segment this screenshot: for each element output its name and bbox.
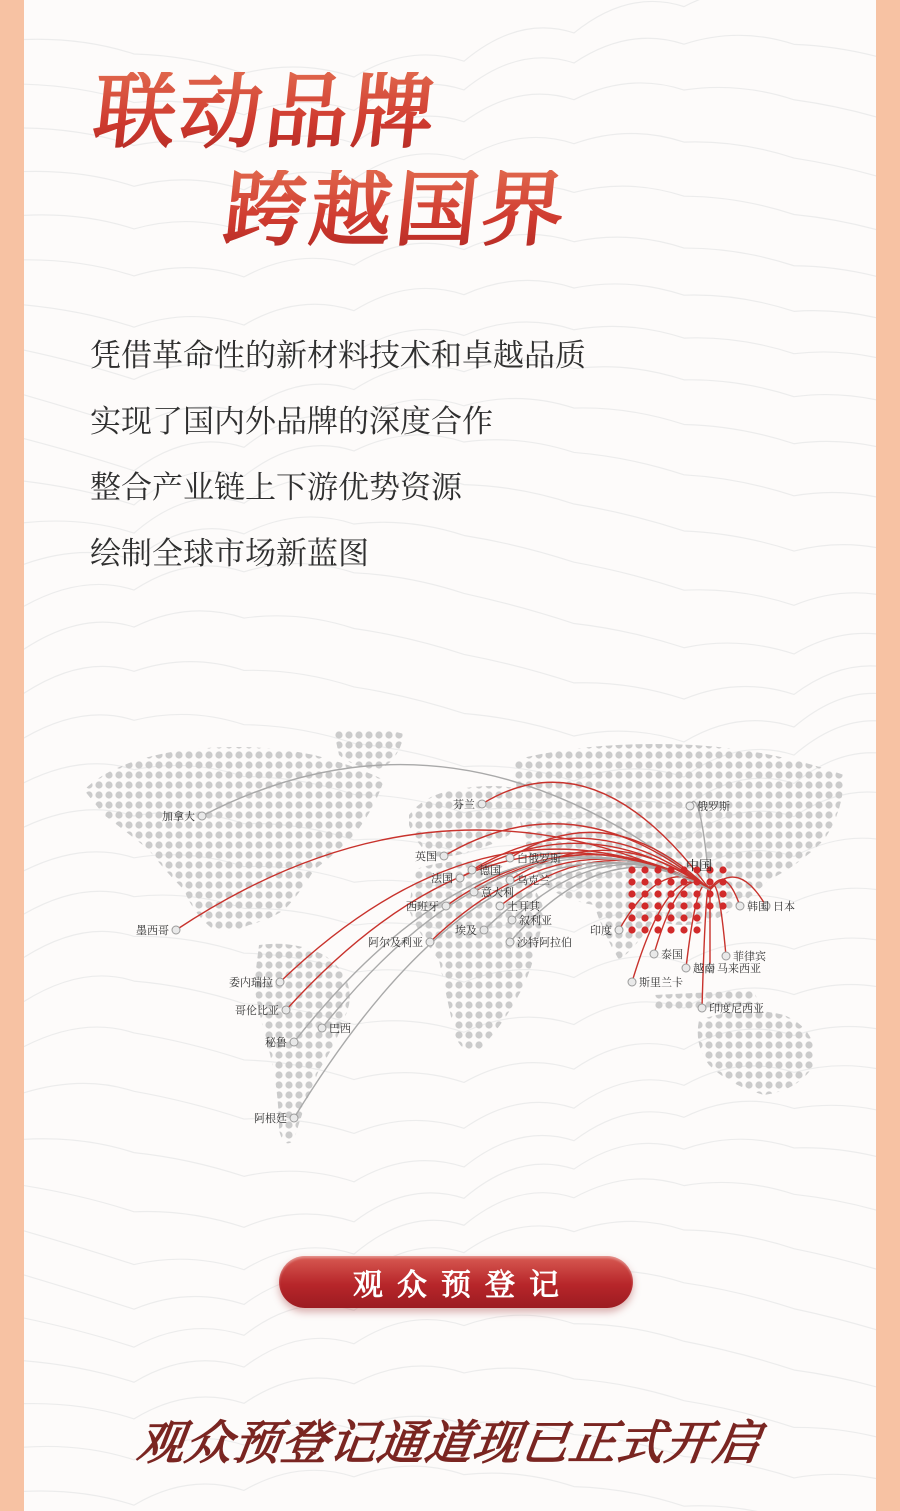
country-marker (468, 866, 476, 874)
china-dot (719, 890, 726, 897)
world-map (54, 720, 854, 1170)
registration-button-label: 观众预登记 (353, 1268, 573, 1303)
country-label: 菲律宾 (733, 950, 766, 963)
country-label: 白俄罗斯 (517, 852, 561, 865)
china-dot (641, 914, 648, 921)
country-label: 越南 (693, 962, 715, 975)
landmass-europe (409, 786, 524, 857)
country-marker (276, 978, 284, 986)
country-label: 沙特阿拉伯 (517, 936, 572, 949)
china-dot (641, 926, 648, 933)
headline-line-1: 联动品牌 (89, 65, 444, 160)
china-dot (706, 878, 713, 885)
country-label: 马来西亚 (717, 962, 761, 975)
country-marker (615, 926, 623, 934)
country-marker (506, 938, 514, 946)
country-label: 加拿大 (162, 810, 195, 823)
country-label: 德国 (479, 864, 501, 877)
country-label: 秘鲁 (265, 1036, 287, 1049)
country-marker (442, 902, 450, 910)
china-dot (693, 890, 700, 897)
country-marker (682, 964, 690, 972)
landmass-north-america (84, 747, 384, 932)
registration-open-title: 观众预登记通道现已正式开启 (133, 1416, 766, 1471)
china-dot (654, 890, 661, 897)
country-label: 土耳其 (507, 900, 540, 913)
country-marker (722, 952, 730, 960)
china-dot (719, 866, 726, 873)
china-dot (706, 890, 713, 897)
china-dot (693, 914, 700, 921)
country-label: 泰国 (661, 948, 683, 961)
country-label: 意大利 (481, 886, 514, 899)
china-dot (693, 902, 700, 909)
country-marker (318, 1024, 326, 1032)
china-dot (654, 914, 661, 921)
china-dot (628, 902, 635, 909)
china-dot (641, 878, 648, 885)
intro-line: 凭借革命性的新材料技术和卓越品质 (90, 338, 586, 374)
china-dot (693, 878, 700, 885)
country-label: 俄罗斯 (697, 800, 730, 813)
china-dot (680, 890, 687, 897)
contour-line (24, 1315, 876, 1404)
china-dot (667, 878, 674, 885)
country-marker (496, 902, 504, 910)
china-dot (628, 926, 635, 933)
china-dot (641, 866, 648, 873)
country-label: 法国 (431, 872, 453, 885)
china-dot (719, 878, 726, 885)
china-dot (654, 926, 661, 933)
country-label: 英国 (415, 850, 437, 863)
china-dot (641, 902, 648, 909)
country-marker (478, 800, 486, 808)
china-dot (667, 926, 674, 933)
china-dot (667, 902, 674, 909)
country-marker (172, 926, 180, 934)
intro-text (90, 334, 586, 598)
landmass-australia (698, 1011, 815, 1095)
country-marker (290, 1038, 298, 1046)
country-marker (698, 1004, 706, 1012)
country-label: 埃及 (455, 924, 477, 937)
china-dot (680, 914, 687, 921)
headline-line-2: 跨越国界 (219, 163, 574, 258)
china-dot (654, 902, 661, 909)
china-dot (719, 902, 726, 909)
country-marker (440, 852, 448, 860)
country-label: 阿根廷 (254, 1112, 287, 1125)
china-dot (667, 914, 674, 921)
country-marker (456, 874, 464, 882)
country-marker (686, 802, 694, 810)
country-marker (628, 978, 636, 986)
country-label: 斯里兰卡 (639, 976, 683, 989)
country-marker (198, 812, 206, 820)
china-dot (628, 890, 635, 897)
china-dot (667, 890, 674, 897)
country-label: 哥伦比亚 (235, 1004, 279, 1017)
china-dot (693, 926, 700, 933)
country-marker (506, 854, 514, 862)
china-dot (628, 878, 635, 885)
country-marker (470, 888, 478, 896)
intro-line: 绘制全球市场新蓝图 (90, 536, 369, 572)
country-marker (480, 926, 488, 934)
country-label: 西班牙 (406, 900, 439, 913)
poster-panel (24, 0, 876, 1511)
china-dot (654, 866, 661, 873)
country-label: 印度尼西亚 (709, 1002, 764, 1015)
china-dot (628, 866, 635, 873)
china-dot (654, 878, 661, 885)
country-marker (290, 1114, 298, 1122)
contour-line (24, 611, 876, 699)
country-label: 阿尔及利亚 (368, 936, 423, 949)
country-label: 委内瑞拉 (229, 976, 273, 989)
china-dot (680, 902, 687, 909)
contour-line (24, 280, 876, 327)
intro-line: 实现了国内外品牌的深度合作 (90, 404, 493, 440)
country-label: 巴西 (329, 1022, 351, 1035)
country-label: 墨西哥 (136, 924, 169, 937)
country-label: 印度 (590, 924, 612, 937)
country-marker (426, 938, 434, 946)
audience-registration-button[interactable] (279, 1256, 633, 1308)
country-marker (508, 916, 516, 924)
country-label: 芬兰 (453, 798, 475, 811)
country-label: 韩国 (747, 900, 769, 913)
china-dot (680, 926, 687, 933)
china-dot (667, 866, 674, 873)
country-marker (650, 950, 658, 958)
china-dot (641, 890, 648, 897)
country-marker (282, 1006, 290, 1014)
china-dot (628, 914, 635, 921)
intro-line: 整合产业链上下游优势资源 (90, 470, 462, 506)
china-dot (680, 878, 687, 885)
country-label: 日本 (773, 900, 795, 913)
hub-label-china: 中国 (686, 859, 713, 874)
china-dot (706, 902, 713, 909)
country-label: 乌克兰 (517, 874, 550, 887)
country-marker (506, 876, 514, 884)
country-label: 叙利亚 (519, 914, 552, 927)
country-marker (736, 902, 744, 910)
